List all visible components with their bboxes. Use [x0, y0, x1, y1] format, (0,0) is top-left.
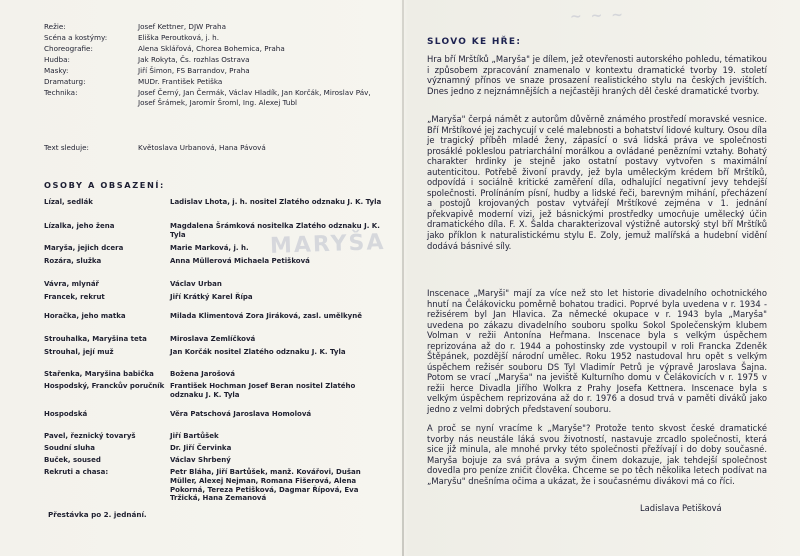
credit-label: Scéna a kostýmy:	[44, 33, 108, 42]
credit-label: Režie:	[44, 22, 66, 31]
credit-value: Josef Kettner, DJW Praha	[138, 22, 226, 31]
essay-paragraph: A proč se nyní vracíme k „Maryše"? Protože tento skvost české dramatické tvorby nás neustále láká svou životností, nastavuje zrcadlo společnosti, která sice již minula, ale mnohé prvky této společnosti přežívají i do doby současné. Maryša bojuje za svá práva a svým činem dokazuje, jak tehdejší společnost dovedla pro peníze zničit člověka. Chceme se po těch několika letech podívat na „Maryšu" dnešníma očima a ukázat, že i současnému divákovi má co říci.	[427, 423, 767, 486]
essay-paragraph: Hra bří Mrštíků „Maryša" je dílem, jež otevřenosti autorského pohledu, tématikou i způsobem zpracování znamenalo v kontextu dramatické tvorby 19. století významný přínos ve snaze prosazení realistického stylu na českých jevištích. Dnes jedno z nejznámnějších a nejčastěji hraných děl české dramatické tvorby.	[427, 54, 767, 96]
credit-label: Dramaturg:	[44, 77, 86, 86]
credit-value: Jak Rokyta, Čs. rozhlas Ostrava	[138, 55, 250, 64]
cast-actor: Magdalena Šrámková nositelka Zlatého odznaku J. K. Tyla	[170, 222, 380, 239]
credit-value: Květoslava Urbanová, Hana Pávová	[138, 143, 266, 152]
cast-role: Hospodská	[44, 410, 88, 418]
credit-value: Eliška Peroutková, j. h.	[138, 33, 220, 42]
cast-role: Soudní sluha	[44, 444, 95, 452]
essay-title: SLOVO KE HŘE:	[427, 37, 522, 47]
cast-actor: Václav Urban	[170, 280, 222, 288]
cast-role: Stařenka, Maryšina babička	[44, 370, 154, 378]
credit-label: Technika:	[44, 88, 78, 97]
credit-label: Hudba:	[44, 55, 70, 64]
cast-actor: František Hochman Josef Beran nositel Zlatého odznaku J. K. Tyla	[170, 382, 356, 399]
credit-value: Josef Černý, Jan Čermák, Václav Hladík, Jan Korčák, Miroslav Páv, Josef Šrámek, Jaromír Šroml, Ing. Alexej Tubl	[138, 88, 371, 107]
credit-label: Text sleduje:	[44, 143, 89, 152]
essay-paragraph: „Maryša" čerpá námět z autorům důvěrně známého prostředí moravské vesnice. Bří Mrštíkové jej zachycují v celé malebnosti a bohatství lidové kultury. Osou díla je tragický příběh mladé ženy, zápasící o svá lidská práva ve společnosti prosáklé pokleslou patriarchální morálkou a ovládané penězními vztahy. Bohatý charakter hrdinky je stejně jako ostatní postavy vytvořen s maximální autenticitou. Potřebě živoní pravdy, jež byla uměleckým krédem bří Mrštíků, odpovídá i sociálně kritické zaměření díla, odhalující negativní jevy tehdejší společnosti. Prolínáním písní, hudby a lidské řeči, barevným mihání, přecházení a postojů krojovaných postav vytvářejí Mrštíkové zejména v 1. jednání překvapivě moderní vizi, jež básnickými prostředky umocňuje umělecký účin dramatického díla. F. X. Šalda charakterizoval výstižně autorský styl bří Mrštíků jako příklon k naturalistickému stylu E. Zoly, jemuž malířská a hudební vidění dodává básnivé síly.	[427, 114, 767, 251]
cast-role: Strouhalka, Maryšina teta	[44, 335, 147, 343]
cast-role: Lízalka, jeho žena	[44, 222, 115, 230]
cast-role: Hospodský, Franckův poručník	[44, 382, 165, 390]
cast-actor: Ladislav Lhota, j. h. nositel Zlatého odznaku J. K. Tyla	[170, 198, 382, 206]
page-fold	[402, 0, 404, 556]
cast-actor: Jan Korčák nositel Zlatého odznaku J. K. Tyla	[170, 348, 346, 356]
cast-actor: Božena Jarošová	[170, 370, 235, 378]
cast-actor: Václav Shrbený	[170, 456, 231, 464]
essay-paragraph: Inscenace „Maryši" mají za více než sto let historie divadelního ochotnického hnutí na Čelákovicku poměrně bohatou tradici. Poprvé byla uvedena v r. 1934 - režisérem byl Jan Hlavica. Za německé okupace v r. 1943 byla „Maryša" uvedena po zákazu divadelního souboru spolku Sokol Společenským klubem Volman v režii Antonína Heřmana. Inscenace byla s velkým úspěchem reprizována až do r. 1944 a pohostinsky zde vystoupil v roli Francka Zdeněk Štěpánek, pozdější národní umělec. Roku 1952 nastudoval hru opět s velkým úspěchem režisér souboru DS Tyl Vladimír Petrů je výpravě Jaroslava Šajna. Potom se vrací „Maryša" na jeviště Kulturního domu v Čelákovicích v r. 1975 v režii herce Divadla Jiřího Wolkra z Prahy Josefa Kettnera. Inscenace byla s velkým úspěchem reprizována až do r. 1976 a dosud trvá v paměti diváků jako jedno z velmi dobrých představení souboru.	[427, 288, 767, 415]
intermission-note: Přestávka po 2. jednání.	[48, 510, 147, 519]
credit-value: Alena Sklářová, Chorea Bohemica, Praha	[138, 44, 285, 53]
credit-value: Jiří Šimon, FS Barrandov, Praha	[138, 66, 250, 75]
cast-role: Maryša, jejich dcera	[44, 244, 124, 252]
cast-role: Buček, soused	[44, 456, 101, 464]
cast-role: Lízal, sedlák	[44, 198, 93, 206]
cast-actor: Dr. Jiří Červinka	[170, 444, 232, 452]
credit-label: Masky:	[44, 66, 69, 75]
cast-heading: OSOBY A OBSAZENÍ:	[44, 180, 165, 190]
cast-actor: Marie Marková, j. h.	[170, 244, 249, 252]
cast-role: Rozára, služka	[44, 257, 102, 265]
cast-actor: Milada Klimentová Zora Jiráková, zasl. umělkyně	[170, 312, 362, 320]
cast-actor: Anna Müllerová Michaela Petišková	[170, 257, 310, 265]
cast-role: Vávra, mlynář	[44, 280, 100, 288]
cast-actor: Jiří Bartůšek	[170, 432, 219, 440]
bleed-through-script: ~ ~ ~	[569, 7, 626, 25]
cast-role: Rekruti a chasa:	[44, 468, 109, 476]
cast-role: Strouhal, její muž	[44, 348, 114, 356]
cast-actor: Petr Bláha, Jiří Bartůšek, manž. Kovářovi, Dušan Müller, Alexej Nejman, Romana Fišerová, Alena Pokorná, Tereza Petišková, Dagmar Řípová, Eva Tržická, Hana Zemanová	[170, 468, 361, 503]
cast-actor: Věra Patschová Jaroslava Homolová	[170, 410, 312, 418]
cast-actor: Jiří Krátký Karel Řípa	[170, 293, 253, 301]
credit-label: Choreografie:	[44, 44, 93, 53]
cast-role: Francek, rekrut	[44, 293, 105, 301]
credit-value: MUDr. František Petiška	[138, 77, 223, 86]
cast-actor: Miroslava Zemlíčková	[170, 335, 256, 343]
cast-role: Pavel, řeznický tovaryš	[44, 432, 136, 440]
cast-role: Horačka, jeho matka	[44, 312, 126, 320]
bleed-through-title: MARYŠA	[269, 229, 386, 260]
author-signature: Ladislava Petišková	[640, 503, 722, 513]
